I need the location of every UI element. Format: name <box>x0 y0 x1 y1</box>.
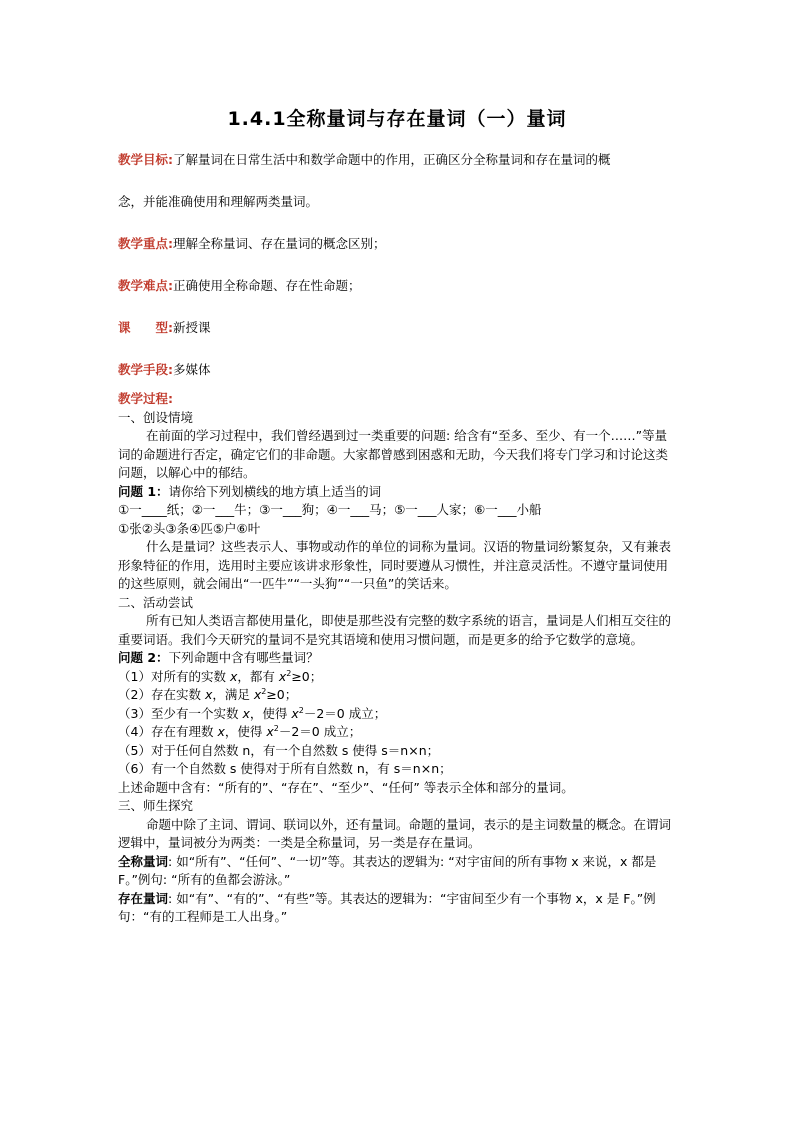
process-label: 教学过程: <box>118 391 173 406</box>
question-1-blanks: ①一____纸；②一___牛；③一___狗；④一___马；⑤一___人家；⑥一___小船 <box>118 502 542 517</box>
key-points-line <box>118 236 386 252</box>
question-1-label: 问题 1： <box>118 483 169 499</box>
question-2-item-2: （2）存在实数 x，满足 $x^2\ge 0$； <box>118 686 298 702</box>
objective-text: 了解量词在日常生活中和数学命题中的作用，正确区分全称量词和存在量词的概 <box>173 152 611 167</box>
question-2-text: 下列命题中含有哪些量词？ <box>168 650 319 665</box>
existential-quantifier-label: 存在量词 <box>118 890 169 906</box>
section-3-paragraph: 命题中除了主词、谓词、联词以外，还有量词。命题的量词，表示的是主词数量的概念。在谓词逻辑中，量词被分为两类：一类是全称量词，另一类是存在量词。 <box>118 816 672 850</box>
lesson-type-text: 新授课 <box>173 320 211 335</box>
key-points-text: 理解全称量词、存在量词的概念区别； <box>173 236 386 251</box>
objective-line-2: 念，并能准确使用和理解两类量词。 <box>118 194 319 209</box>
existential-quantifier <box>118 890 678 927</box>
existential-quantifier-text: : 如“有”、“有的”、“有些”等。其表达的逻辑为：“宇宙间至少有一个事物 x，x 是 F。”例句：“有的工程师是工人出身。” <box>118 890 656 924</box>
question-2 <box>118 649 678 668</box>
teaching-process <box>118 390 678 927</box>
section-2-paragraph: 所有已知人类语言都使用量化，即使是那些没有完整的数字系统的语言，量词是人们相互交往的重要词语。我们今天研究的量词不是究其语境和使用习惯问题，而是更多的给予它数学的意境。 <box>118 613 672 647</box>
section-2-heading: 二、活动尝试 <box>118 594 194 610</box>
section-3-heading: 三、师生探究 <box>118 798 194 813</box>
question-2-item-1: （1）对所有的实数 x，都有 $x^2\ge 0$； <box>118 668 323 684</box>
question-2-item-4: （4）存在有理数 x，使得 $x^2-2=0$ 成立； <box>118 723 362 739</box>
question-2-item-5: （5）对于任何自然数 n，有一个自然数 s 使得 s＝n×n； <box>118 742 440 758</box>
teaching-means-label: 教学手段: <box>118 362 173 377</box>
lesson-type-line <box>118 320 211 336</box>
key-points-label: 教学重点: <box>118 236 173 251</box>
difficulty-label: 教学难点: <box>118 278 173 293</box>
difficulty-text: 正确使用全称命题、存在性命题； <box>173 278 361 293</box>
section-1-paragraph: 在前面的学习过程中，我们曾经遇到过一类重要的问题: 给含有“至多、至少、有一个……”等量词的命题进行否定，确定它们的非命题。大家都曾感到困惑和无助，今天我们将专门学习和讨论这类问题，以解心中的郁结。 <box>118 428 669 480</box>
universal-quantifier-text: : 如“所有”、“任何”、“一切”等。其表达的逻辑为: “对宇宙间的所有事物 x 来说，x 都是 F。”例句: “所有的鱼都会游泳。” <box>118 853 657 887</box>
section-1-paragraph-2: 什么是量词？这些表示人、事物或动作的单位的词称为量词。汉语的物量词纷繁复杂，又有兼表形象特征的作用，选用时主要应该讲求形象性，同时要遵从习惯性，并注意灵活性。不遵守量词使用的这些原则，就会闹出“一匹牛”“一头狗”“一只鱼”的笑话来。 <box>118 539 672 591</box>
question-1-answers: ①张②头③条④匹⑤户⑥叶 <box>118 520 261 536</box>
question-2-item-6: （6）有一个自然数 s 使得对于所有自然数 n，有 s＝n×n； <box>118 761 452 776</box>
document-title: 1.4.1全称量词与存在量词（一）量词 <box>227 108 567 130</box>
lesson-type-label: 课 型: <box>118 320 173 335</box>
question-1 <box>118 483 678 502</box>
objective-label: 教学目标: <box>118 152 173 167</box>
question-2-item-3: （3）至少有一个实数 x，使得 $x^2-2=0$ 成立； <box>118 705 387 721</box>
teaching-means-text: 多媒体 <box>173 362 211 377</box>
question-1-text: 请你给下列划横线的地方填上适当的词 <box>168 483 382 499</box>
question-2-summary: 上述命题中含有：“所有的”、“存在”、“至少”、“任何” 等表示全体和部分的量词。 <box>118 779 574 795</box>
teaching-means-line <box>118 362 211 378</box>
objective-line <box>118 152 611 168</box>
universal-quantifier <box>118 853 678 890</box>
question-2-label: 问题 2： <box>118 650 169 665</box>
difficulty-line <box>118 278 361 294</box>
section-1-heading: 一、创设情境 <box>118 409 194 425</box>
universal-quantifier-label: 全称量词 <box>118 853 169 869</box>
